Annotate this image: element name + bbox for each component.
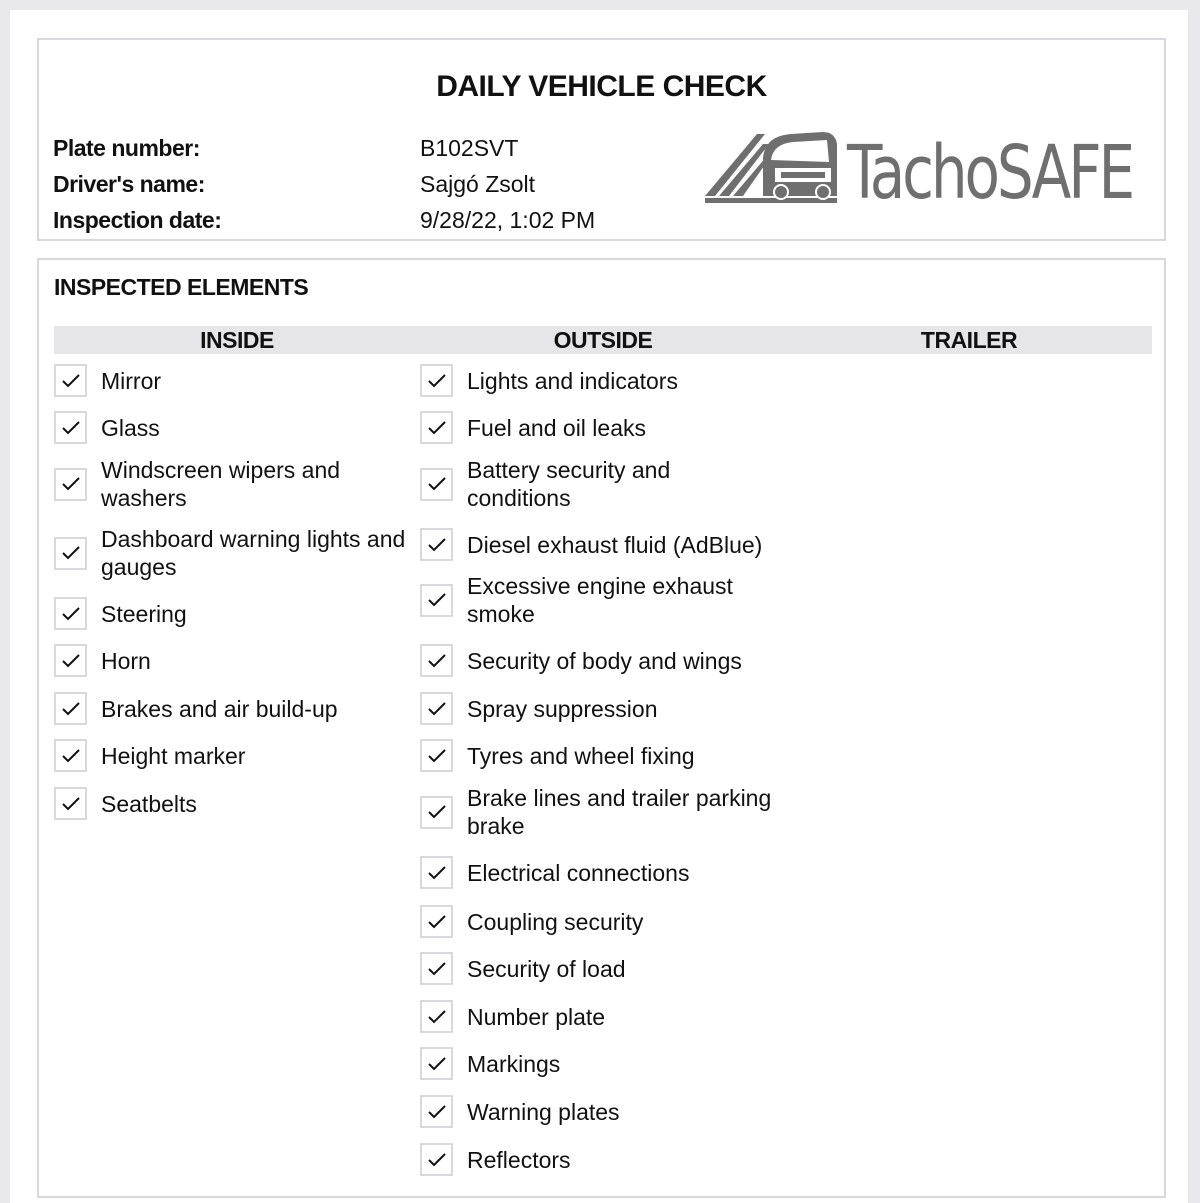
- checkmark-icon: [427, 865, 447, 881]
- section-title: INSPECTED ELEMENTS: [54, 274, 309, 300]
- truck-icon: [763, 132, 837, 199]
- outside-item: [420, 739, 780, 772]
- outside-checkbox[interactable]: [420, 1095, 453, 1128]
- checkmark-icon: [61, 701, 81, 717]
- outside-checkbox[interactable]: [420, 644, 453, 677]
- inspection-date-label: Inspection date:: [53, 206, 222, 233]
- column-header-inside: INSIDE: [200, 327, 274, 353]
- outside-item-label: Lights and indicators: [467, 367, 678, 394]
- outside-item-label: Security of body and wings: [467, 647, 742, 674]
- outside-item: [420, 905, 780, 938]
- inside-item: [54, 364, 414, 397]
- outside-item-label: Tyres and wheel fixing: [467, 742, 695, 769]
- checkmark-icon: [427, 748, 447, 764]
- outside-item: [420, 572, 780, 628]
- checkmark-icon: [427, 476, 447, 492]
- column-header-trailer: TRAILER: [920, 327, 1018, 353]
- checkmark-icon: [427, 961, 447, 977]
- outside-item: [420, 1095, 780, 1128]
- column-header-outside: OUTSIDE: [553, 327, 653, 353]
- checkmark-icon: [61, 606, 81, 622]
- outside-item: [420, 1143, 780, 1176]
- inside-item-label: Steering: [101, 600, 187, 627]
- inside-item: [54, 644, 414, 677]
- outside-item-label: Warning plates: [467, 1098, 620, 1125]
- checkmark-icon: [61, 748, 81, 764]
- tachosafe-logo: [705, 126, 1137, 216]
- checkmark-icon: [61, 373, 81, 389]
- checkmark-icon: [427, 1056, 447, 1072]
- inside-checkbox[interactable]: [54, 644, 87, 677]
- outside-item: [420, 692, 780, 725]
- outside-item-label: Coupling security: [467, 908, 644, 935]
- column-header-bar: [54, 326, 1152, 354]
- inspection-date-row: [53, 204, 595, 236]
- inside-item-label: Seatbelts: [101, 790, 197, 817]
- checkmark-icon: [427, 537, 447, 553]
- checkmark-icon: [427, 1104, 447, 1120]
- inside-item-label: Horn: [101, 647, 151, 674]
- outside-item: [420, 1047, 780, 1080]
- checkmark-icon: [61, 420, 81, 436]
- outside-item-label: Reflectors: [467, 1146, 571, 1173]
- checkmark-icon: [427, 804, 447, 820]
- outside-item: [420, 528, 780, 561]
- inside-item: [54, 525, 414, 581]
- logo-text: TachoSAFE: [846, 130, 1133, 216]
- outside-checkbox[interactable]: [420, 1000, 453, 1033]
- driver-name-value: Sajgó Zsolt: [420, 170, 536, 197]
- outside-item: [420, 856, 780, 889]
- checkmark-icon: [427, 592, 447, 608]
- outside-checkbox[interactable]: [420, 952, 453, 985]
- inside-item: [54, 597, 414, 630]
- inside-item: [54, 787, 414, 820]
- checkmark-icon: [61, 545, 81, 561]
- inspection-date-value: 9/28/22, 1:02 PM: [420, 206, 596, 233]
- inside-item-label: Mirror: [101, 367, 162, 394]
- outside-checkbox[interactable]: [420, 796, 453, 829]
- inside-item-label: Windscreen wipers and washers: [101, 457, 341, 511]
- outside-item: [420, 952, 780, 985]
- checkmark-icon: [61, 653, 81, 669]
- checkmark-icon: [427, 653, 447, 669]
- inside-item: [54, 739, 414, 772]
- outside-checkbox[interactable]: [420, 364, 453, 397]
- outside-item: [420, 364, 780, 397]
- outside-item-label: Markings: [467, 1050, 561, 1077]
- outside-item-label: Battery security and conditions: [467, 457, 671, 511]
- outside-item-label: Electrical connections: [467, 859, 690, 886]
- outside-item: [420, 411, 780, 444]
- inside-checkbox[interactable]: [54, 692, 87, 725]
- checkmark-icon: [427, 420, 447, 436]
- header-panel: [37, 38, 1166, 241]
- outside-item-label: Excessive engine exhaust smoke: [467, 573, 733, 627]
- checkmark-icon: [427, 914, 447, 930]
- outside-item-label: Security of load: [467, 955, 626, 982]
- inside-checkbox[interactable]: [54, 468, 87, 501]
- outside-checkbox[interactable]: [420, 1047, 453, 1080]
- inside-item-label: Height marker: [101, 742, 246, 769]
- plate-number-label: Plate number:: [53, 134, 200, 161]
- outside-checkbox[interactable]: [420, 584, 453, 617]
- outside-item: [420, 1000, 780, 1033]
- page-title: DAILY VEHICLE CHECK: [436, 70, 767, 103]
- outside-item-label: Diesel exhaust fluid (AdBlue): [467, 531, 763, 558]
- outside-item: [420, 784, 780, 840]
- inside-item: [54, 692, 414, 725]
- inside-checkbox[interactable]: [54, 739, 87, 772]
- checkmark-icon: [427, 373, 447, 389]
- inside-checkbox[interactable]: [54, 597, 87, 630]
- outside-checkbox[interactable]: [420, 692, 453, 725]
- outside-checkbox[interactable]: [420, 905, 453, 938]
- inside-checkbox[interactable]: [54, 537, 87, 570]
- document-page: [10, 10, 1188, 1203]
- outside-item: [420, 644, 780, 677]
- plate-number-value: B102SVT: [420, 134, 519, 161]
- plate-number-row: [53, 132, 518, 164]
- inside-checkbox[interactable]: [54, 364, 87, 397]
- outside-checkbox[interactable]: [420, 528, 453, 561]
- outside-checkbox[interactable]: [420, 411, 453, 444]
- checkmark-icon: [427, 1009, 447, 1025]
- inside-item: [54, 411, 414, 444]
- outside-item-label: Number plate: [467, 1003, 606, 1030]
- driver-name-label: Driver's name:: [53, 170, 205, 197]
- outside-checkbox[interactable]: [420, 1143, 453, 1176]
- outside-item: [420, 456, 780, 512]
- outside-checkbox[interactable]: [420, 739, 453, 772]
- inside-item-label: Dashboard warning lights and gauges: [101, 526, 406, 580]
- inspected-elements-panel: [37, 258, 1166, 1198]
- outside-checkbox[interactable]: [420, 856, 453, 889]
- outside-checkbox[interactable]: [420, 468, 453, 501]
- inside-checkbox[interactable]: [54, 787, 87, 820]
- outside-item-label: Spray suppression: [467, 695, 658, 722]
- driver-name-row: [53, 168, 535, 200]
- outside-item-label: Brake lines and trailer parking brake: [467, 785, 772, 839]
- inside-checkbox[interactable]: [54, 411, 87, 444]
- checkmark-icon: [427, 701, 447, 717]
- inside-item: [54, 456, 414, 512]
- inside-item-label: Brakes and air build-up: [101, 695, 338, 722]
- inside-item-label: Glass: [101, 414, 160, 441]
- checkmark-icon: [61, 476, 81, 492]
- checkmark-icon: [427, 1152, 447, 1168]
- outside-item-label: Fuel and oil leaks: [467, 414, 646, 441]
- checkmark-icon: [61, 796, 81, 812]
